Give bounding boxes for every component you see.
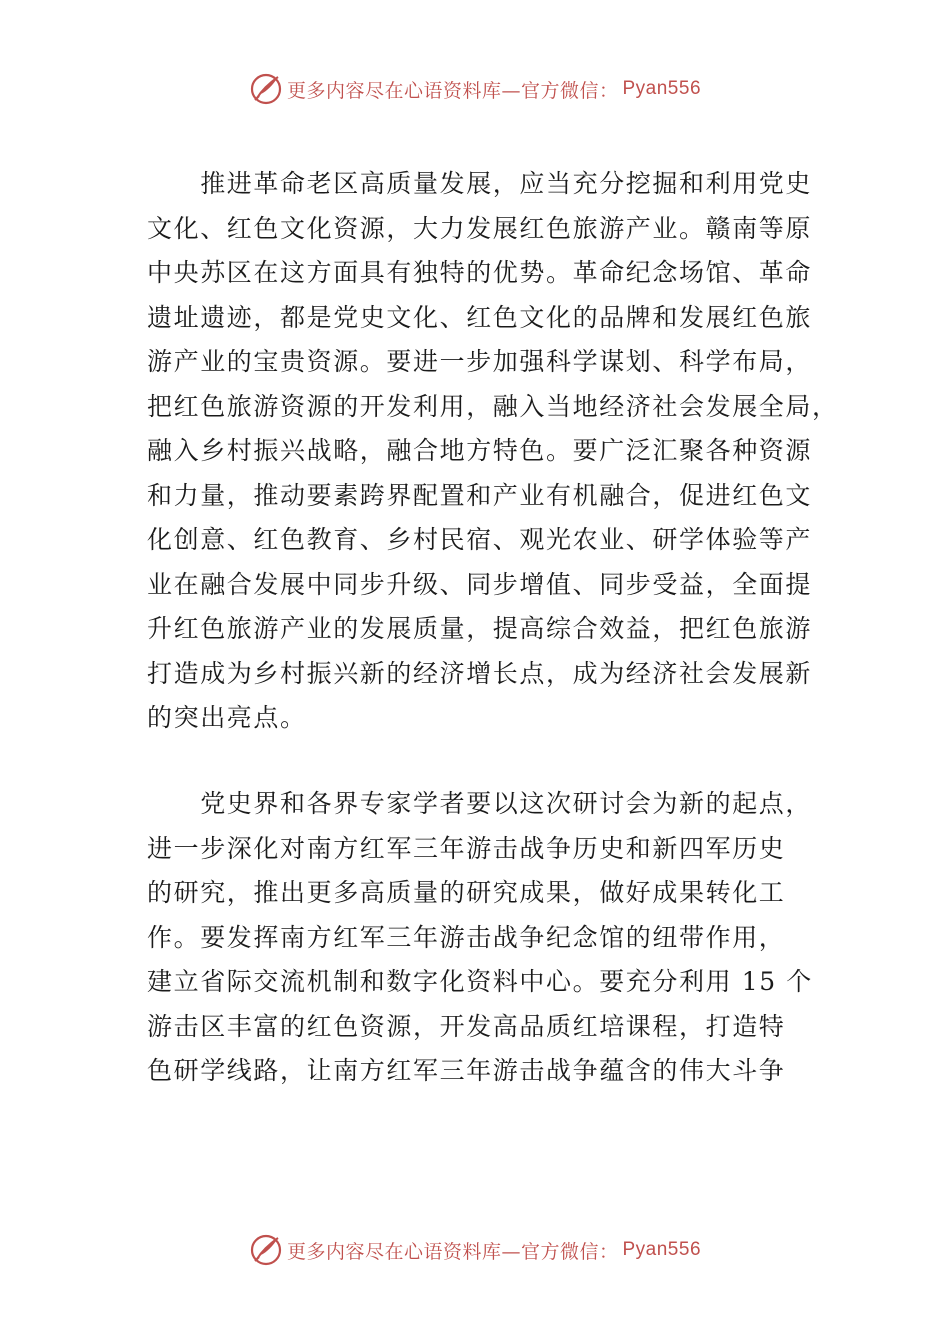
text-line: 游产业的宝贵资源。要进一步加强科学谋划、科学布局， [147,347,813,376]
text-line: 打造成为乡村振兴新的经济增长点，成为经济社会发展新 [147,658,813,688]
watermark-text: 更多内容尽在心语资料库—官方微信： [286,79,619,102]
text-line: 的研究，推出更多高质量的研究成果，做好成果转化工 [147,878,786,907]
text-line: 色研学线路，让南方红军三年游击战争蕴含的伟大斗争 [147,1056,786,1085]
text-line: 遗址遗迹，都是党史文化、红色文化的品牌和发展红色旅 [147,302,813,332]
text-line: 党史界和各界专家学者要以这次研讨会为新的起点， [147,789,813,818]
quill-logo-icon [249,1233,283,1267]
text-line: 升红色旅游产业的发展质量，提高综合效益，把红色旅游 [147,614,813,643]
watermark-text: 更多内容尽在心语资料库—官方微信： [286,1240,619,1263]
text-line: 业在融合发展中同步升级、同步增值、同步受益，全面提 [147,569,813,599]
text-line: 化创意、红色教育、乡村民宿、观光农业、研学体验等产 [147,525,813,554]
quill-logo-icon [249,72,283,106]
text-line: 文化、红色文化资源，大力发展红色旅游产业。赣南等原 [147,213,813,243]
text-line: 推进革命老区高质量发展，应当充分挖掘和利用党史 [147,169,813,198]
footer-watermark [0,1233,950,1267]
text-line: 把红色旅游资源的开发利用，融入当地经济社会发展全局， [147,391,839,421]
text-line: 和力量，推动要素跨界配置和产业有机融合，促进红色文 [147,480,813,510]
text-line: 游击区丰富的红色资源，开发高品质红培课程，打造特 [147,1011,786,1041]
text-line: 中央苏区在这方面具有独特的优势。革命纪念场馆、革命 [147,258,813,287]
text-line: 融入乡村振兴战略，融合地方特色。要广泛汇聚各种资源 [147,436,813,465]
watermark-wechat-id: Pyan556 [622,78,702,99]
text-line: 进一步深化对南方红军三年游击战争历史和新四军历史 [147,833,786,863]
header-watermark [0,72,950,106]
text-line: 作。要发挥南方红军三年游击战争纪念馆的纽带作用， [147,922,786,952]
text-line: 的突出亮点。 [147,703,307,732]
body-paragraph-2 [147,782,827,1094]
watermark-wechat-id: Pyan556 [622,1239,702,1260]
text-line: 建立省际交流机制和数字化资料中心。要充分利用 15 个 [147,967,813,996]
body-paragraph-1 [147,162,839,741]
